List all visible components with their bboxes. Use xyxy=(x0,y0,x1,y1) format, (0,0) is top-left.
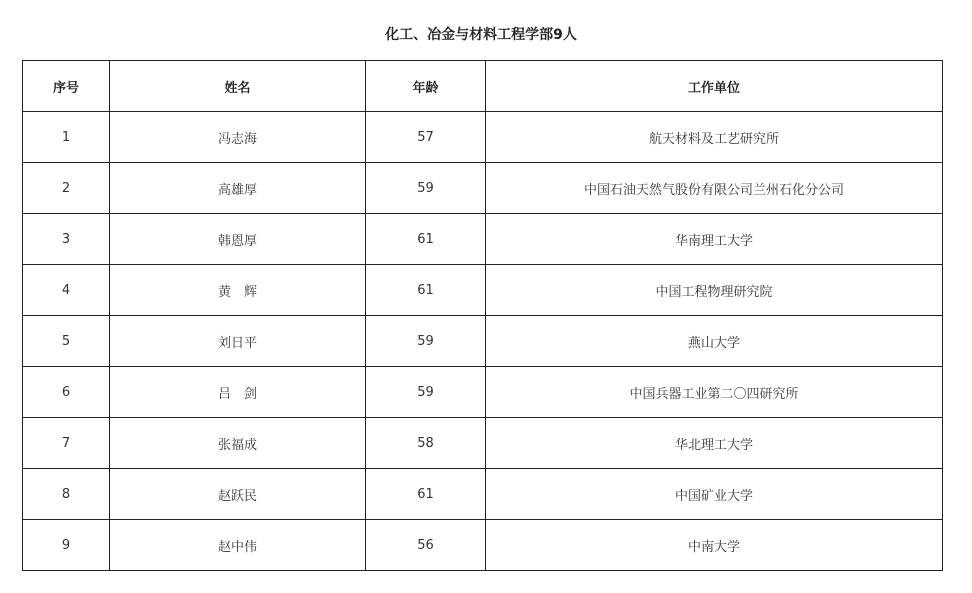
cell-name: 高雄厚 xyxy=(110,163,366,214)
cell-name: 张福成 xyxy=(110,418,366,469)
cell-name: 黄 辉 xyxy=(110,265,366,316)
header-name: 姓名 xyxy=(110,61,366,112)
cell-index: 5 xyxy=(23,316,110,367)
table-row xyxy=(23,163,943,214)
cell-index: 1 xyxy=(23,112,110,163)
cell-workplace: 燕山大学 xyxy=(486,316,943,367)
table-row xyxy=(23,316,943,367)
table-row xyxy=(23,112,943,163)
cell-age: 59 xyxy=(366,316,486,367)
cell-index: 2 xyxy=(23,163,110,214)
page-title: 化工、冶金与材料工程学部9人 xyxy=(385,27,577,43)
table-row xyxy=(23,367,943,418)
cell-age: 61 xyxy=(366,265,486,316)
cell-workplace: 中国兵器工业第二〇四研究所 xyxy=(486,367,943,418)
cell-workplace: 中国石油天然气股份有限公司兰州石化分公司 xyxy=(486,163,943,214)
cell-workplace: 中国工程物理研究院 xyxy=(486,265,943,316)
cell-name: 吕 剑 xyxy=(110,367,366,418)
cell-name: 韩恩厚 xyxy=(110,214,366,265)
cell-name: 赵中伟 xyxy=(110,520,366,571)
table-row xyxy=(23,265,943,316)
cell-workplace: 华北理工大学 xyxy=(486,418,943,469)
cell-workplace: 航天材料及工艺研究所 xyxy=(486,112,943,163)
cell-index: 3 xyxy=(23,214,110,265)
table-header-row xyxy=(23,61,943,112)
table-row xyxy=(23,214,943,265)
table-row xyxy=(23,418,943,469)
cell-index: 7 xyxy=(23,418,110,469)
table-row xyxy=(23,469,943,520)
cell-age: 61 xyxy=(366,469,486,520)
cell-index: 9 xyxy=(23,520,110,571)
cell-name: 赵跃民 xyxy=(110,469,366,520)
cell-workplace: 中国矿业大学 xyxy=(486,469,943,520)
header-index: 序号 xyxy=(23,61,110,112)
cell-name: 冯志海 xyxy=(110,112,366,163)
cell-workplace: 华南理工大学 xyxy=(486,214,943,265)
cell-age: 59 xyxy=(366,367,486,418)
cell-index: 6 xyxy=(23,367,110,418)
members-table xyxy=(22,60,943,571)
cell-age: 56 xyxy=(366,520,486,571)
header-age: 年龄 xyxy=(366,61,486,112)
cell-index: 4 xyxy=(23,265,110,316)
header-workplace: 工作单位 xyxy=(486,61,943,112)
cell-workplace: 中南大学 xyxy=(486,520,943,571)
cell-age: 57 xyxy=(366,112,486,163)
table-row xyxy=(23,520,943,571)
cell-age: 61 xyxy=(366,214,486,265)
cell-age: 58 xyxy=(366,418,486,469)
cell-age: 59 xyxy=(366,163,486,214)
cell-index: 8 xyxy=(23,469,110,520)
cell-name: 刘日平 xyxy=(110,316,366,367)
